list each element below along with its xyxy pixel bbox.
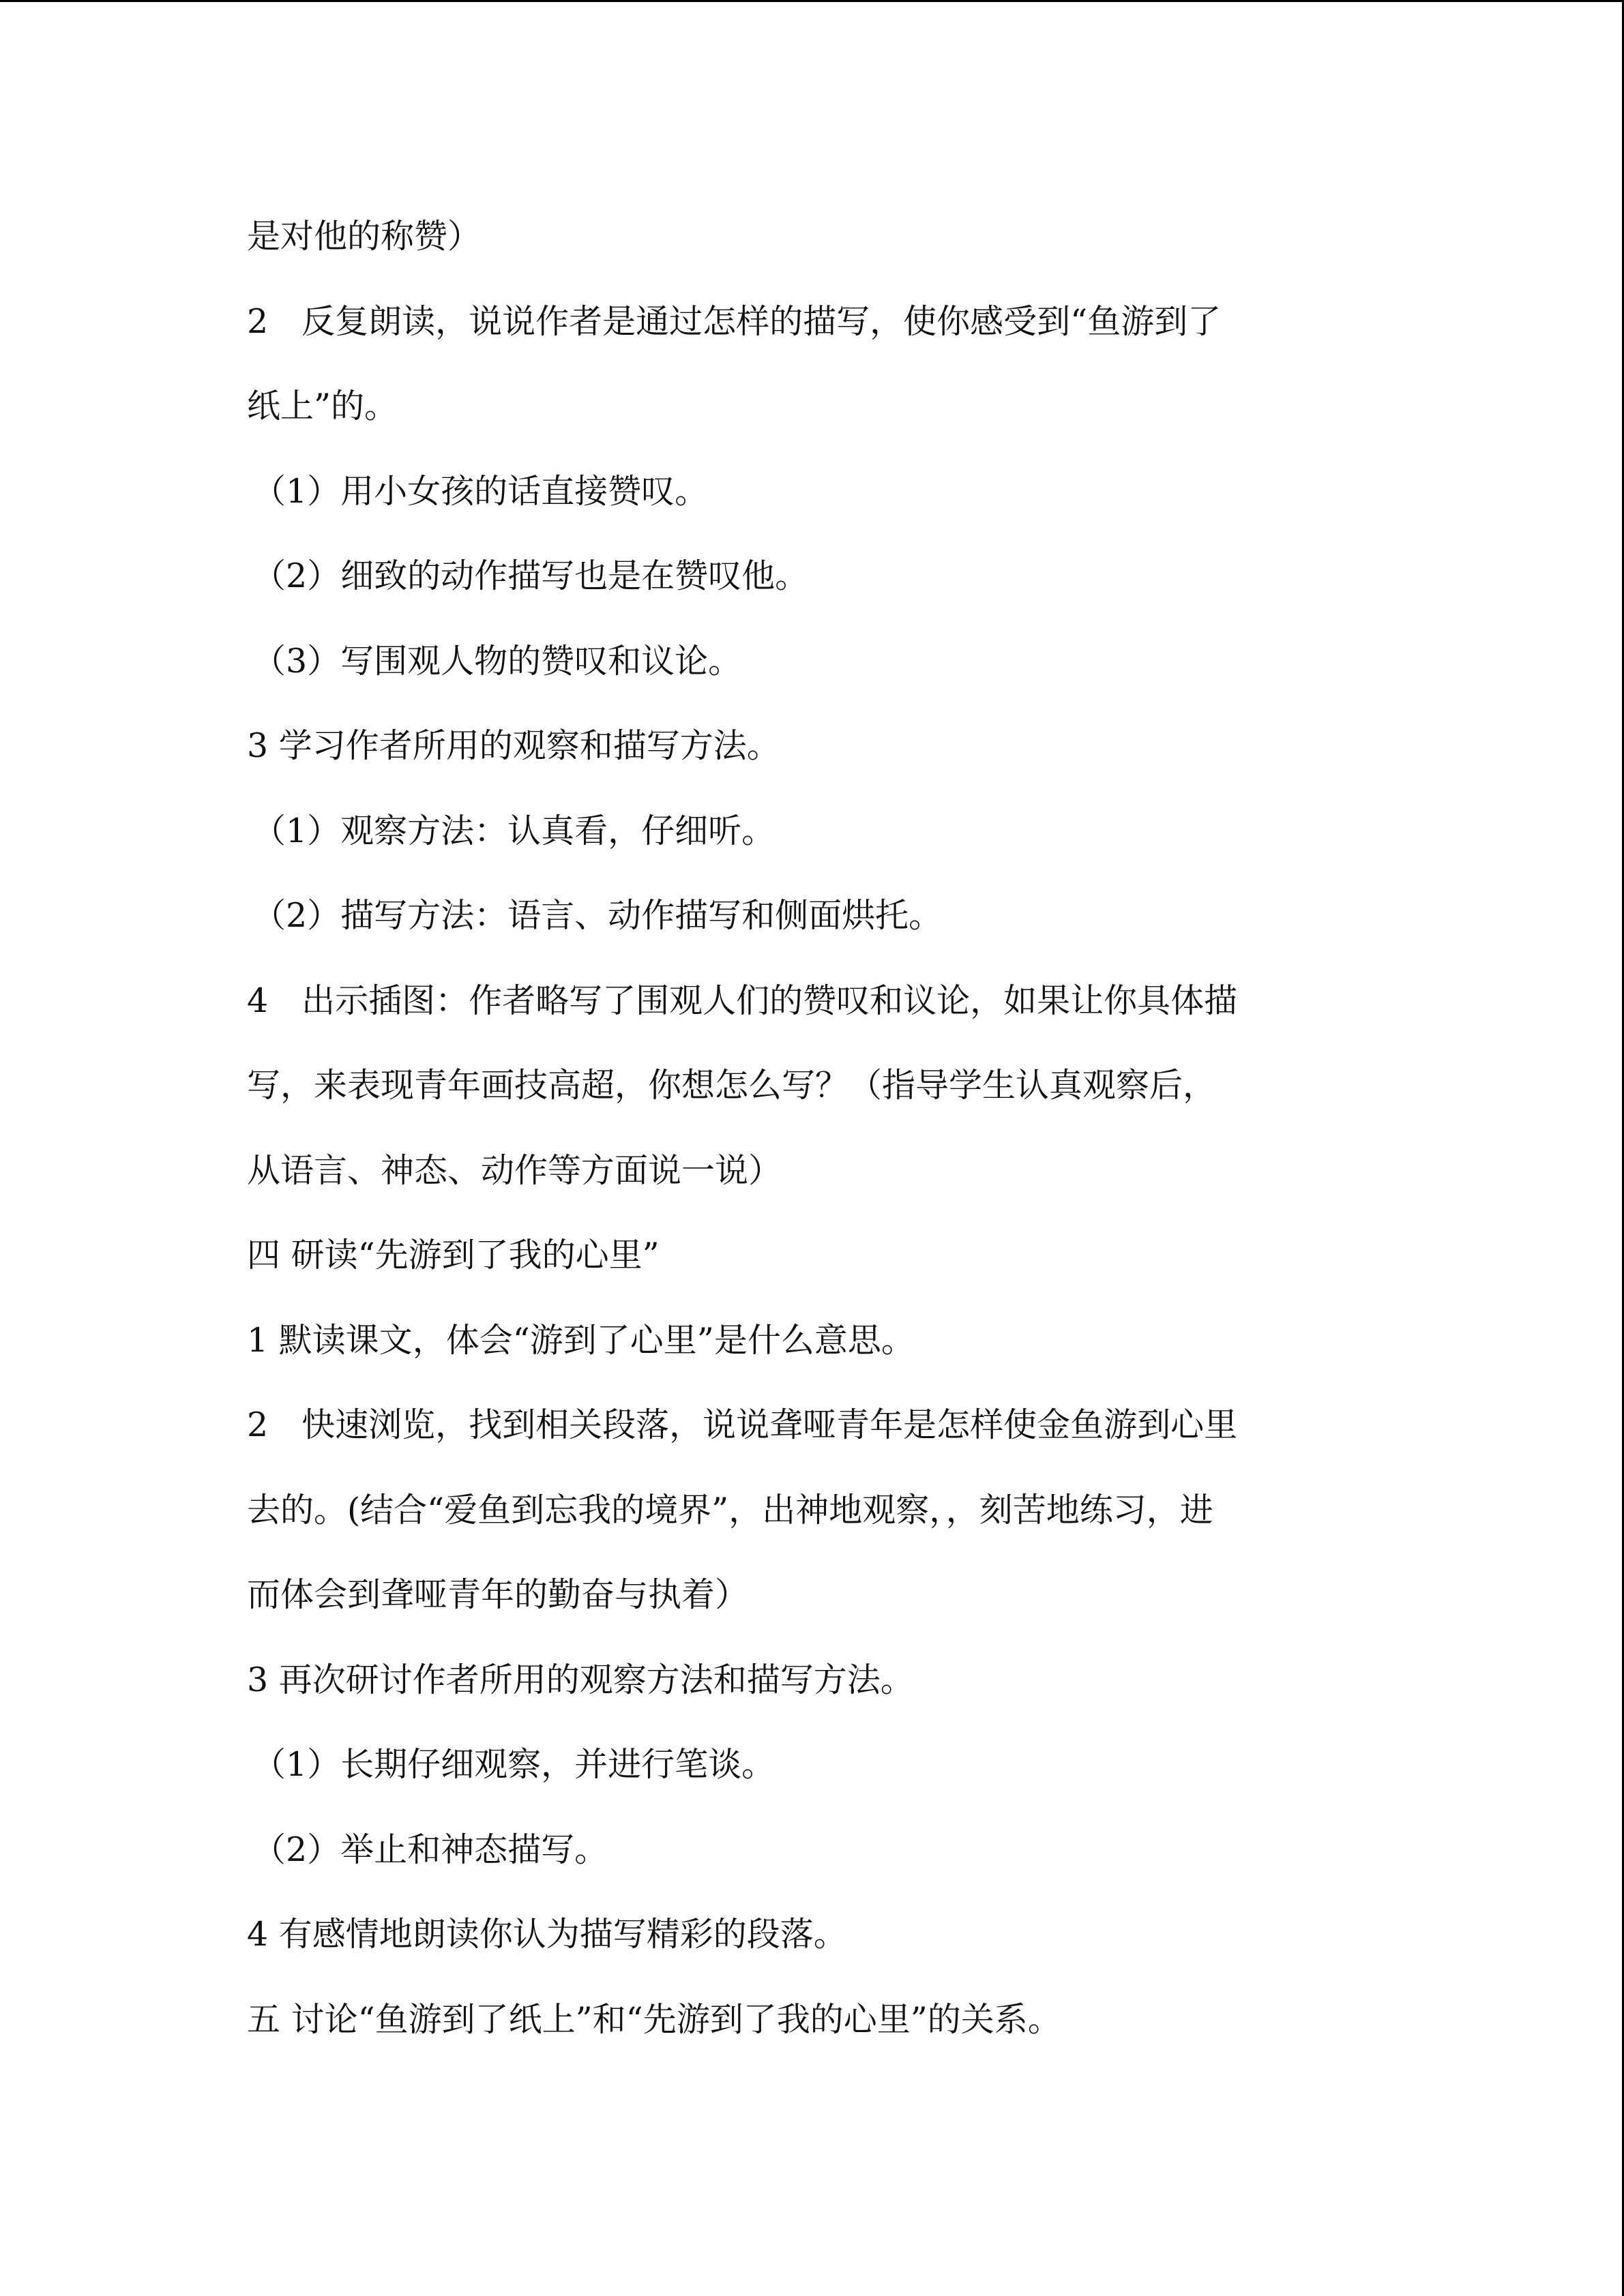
- text-line: （2）描写方法：语言、动作描写和侧面烘托。: [252, 896, 943, 935]
- text-line: 1 默读课文，体会“游到了心里”是什么意思。: [247, 1320, 915, 1360]
- text-line: （1）观察方法：认真看，仔细听。: [252, 811, 776, 850]
- text-line: 写，来表现青年画技高超，你想怎么写？（指导学生认真观察后，: [247, 1066, 1217, 1105]
- text-line: 去的。(结合“爱鱼到忘我的境界”，出神地观察，，刻苦地练习，进: [247, 1490, 1213, 1530]
- text-line: 3 再次研讨作者所用的观察方法和描写方法。: [247, 1660, 914, 1699]
- text-line: （2）细致的动作描写也是在赞叹他。: [252, 556, 809, 595]
- text-line: 3 学习作者所用的观察和描写方法。: [247, 726, 780, 765]
- document-body: [247, 194, 1393, 2062]
- text-line: 而体会到聋哑青年的勤奋与执着）: [247, 1575, 749, 1614]
- text-line: （1）用小女孩的话直接赞叹。: [252, 471, 709, 511]
- text-line: 4 有感情地朗读你认为描写精彩的段落。: [247, 1915, 847, 1954]
- text-line: 4 出示插图：作者略写了围观人们的赞叹和议论，如果让你具体描: [247, 981, 1238, 1020]
- section-heading: 四 研读“先游到了我的心里”: [247, 1236, 660, 1274]
- text-line: 2 快速浏览，找到相关段落，说说聋哑青年是怎样使金鱼游到心里: [247, 1405, 1238, 1444]
- text-line: 2 反复朗读，说说作者是通过怎样的描写，使你感受到“鱼游到了: [247, 301, 1222, 341]
- text-line: （3）写围观人物的赞叹和议论。: [252, 641, 742, 681]
- text-line: （1）长期仔细观察，并进行笔谈。: [252, 1745, 776, 1784]
- text-line: 是对他的称赞）: [247, 217, 482, 256]
- text-line: 纸上”的。: [247, 387, 398, 426]
- section-heading: 五 讨论“鱼游到了纸上”和“先游到了我的心里”的关系。: [247, 1999, 1061, 2039]
- text-line: （2）举止和神态描写。: [252, 1830, 608, 1869]
- text-line: 从语言、神态、动作等方面说一说）: [247, 1150, 782, 1190]
